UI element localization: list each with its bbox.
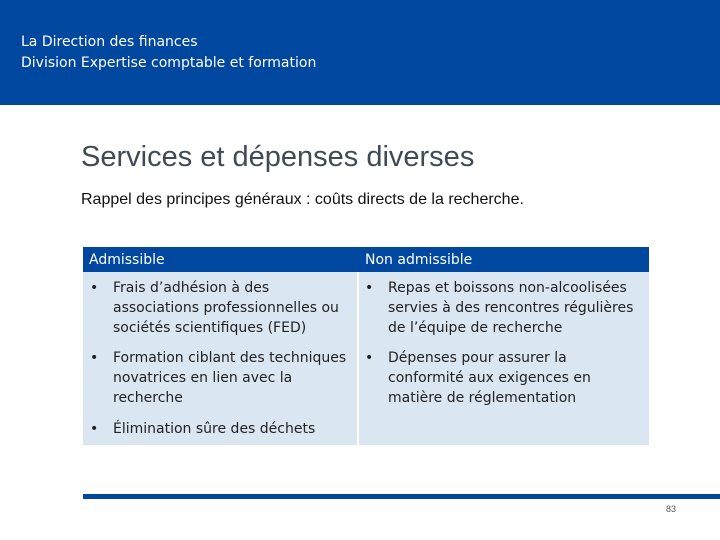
bullet-icon: • [90, 350, 99, 366]
admissible-item-3 [90, 419, 359, 439]
bullet-icon: • [90, 421, 99, 437]
bullet-icon: • [365, 280, 374, 296]
list-item-text: Frais d’adhésion à des associations professionnelles ou sociétés scientifiques (FED) [113, 280, 339, 336]
header-division-name: Division Expertise comptable et formation [21, 55, 317, 71]
header-admissible: Admissible [89, 252, 165, 268]
non-admissible-item-2 [365, 348, 634, 408]
list-item-text: Élimination sûre des déchets [113, 421, 316, 437]
footer-bar [83, 494, 720, 499]
list-item-text: Formation ciblant des techniques novatrices en lien avec la recherche [113, 350, 347, 406]
bullet-icon: • [365, 350, 374, 366]
list-item-text: Repas et boissons non-alcoolisées servies à des rencontres régulières de l’équipe de recherche [388, 280, 634, 336]
header-org-name: La Direction des finances [21, 34, 198, 50]
bullet-icon: • [90, 280, 99, 296]
page-subtitle: Rappel des principes généraux : coûts directs de la recherche. [81, 191, 524, 208]
page-number: 83 [666, 504, 677, 514]
admissible-item-2 [90, 348, 359, 408]
header-banner [0, 0, 720, 105]
eligibility-table [83, 247, 649, 445]
table-header-row [83, 247, 649, 272]
page-title: Services et dépenses diverses [81, 141, 475, 173]
list-item-text: Dépenses pour assurer la conformité aux exigences en matière de réglementation [388, 350, 591, 406]
non-admissible-item-1 [365, 278, 634, 338]
header-non-admissible: Non admissible [365, 252, 473, 268]
admissible-item-1 [90, 278, 359, 338]
